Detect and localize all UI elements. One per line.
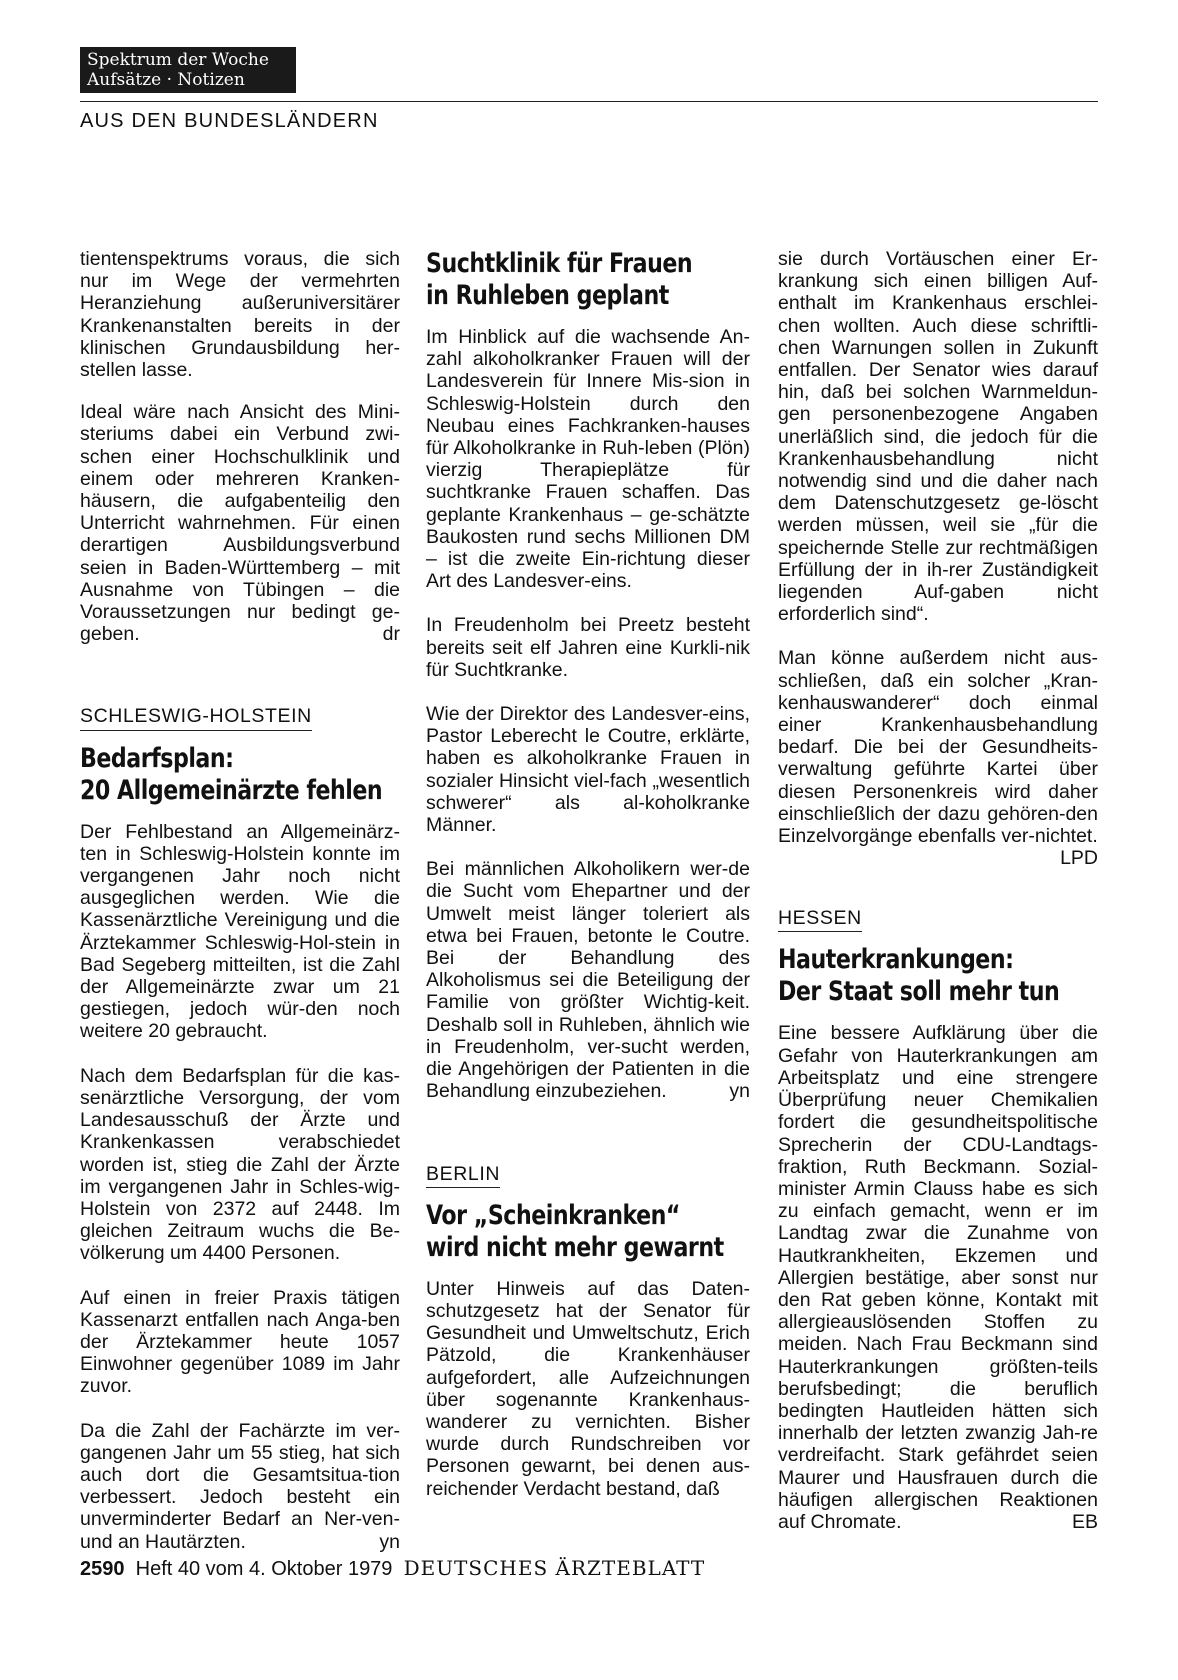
section-badge [80,47,296,93]
paragraph [778,1022,1098,1533]
article-headline [426,1199,724,1264]
article-headline [426,248,692,312]
header-rule [80,101,1098,102]
headline-line: Bedarfsplan: [80,742,234,774]
author-sign: yn [379,1530,400,1553]
paragraph [80,1420,400,1553]
paragraph: Nach dem Bedarfsplan für die kas-senärztliche Versorgung, der vom Landesausschuß der Ärzte und Krankenkassen verabschiedet worden ist, stieg die Zahl der Ärzte im vergangenen Jahr in Schles-wig-Holstein von 2372 auf 2448. Im gleichen Zeitraum wuchs die Be-völkerung um 4400 Personen. [80,1064,400,1265]
paragraph-text: Man könne außerdem nicht aus-schließen, daß ein solcher „Kran-kenhauswanderer“ doch einmal einer Krankenhausbehandlung bedarf. Die bei der Gesundheits-verwaltung geführte Kartei über diesen Personenkreis wird daher einschließlich der dazu gehören-den Einzelvorgänge ebenfalls ver-nichtet. [778,647,1098,848]
author-sign: LPD [1060,847,1098,870]
paragraph [426,858,750,1102]
author-sign: dr [382,623,400,646]
region-label: BERLIN [426,1163,500,1188]
headline-line: Hauterkrankungen: [778,944,1014,976]
paragraph: Unter Hinweis auf das Daten-schutzgesetz hat der Senator für Gesundheit und Umweltschutz, Erich Pätzold, die Krankenhäuser aufgefordert, alle Aufzeichnungen über sogenannte Krankenhaus-wanderer zu vernichten. Bisher wurde durch Rundschreiben vor Personen gewarnt, bei denen aus-reichender Verdacht bestand, daß [426,1277,750,1500]
headline-line: Der Staat soll mehr tun [778,976,1060,1008]
page-number: 2590 [80,1558,125,1580]
paragraph-text: Bei männlichen Alkoholikern wer-de die Sucht vom Ehepartner und der Umwelt meist länger toleriert als etwa bei Frauen, betonte le Coutre. Bei der Behandlung des Alkoholismus sei die Beteiligung der Familie von größter Wichtig-keit. Deshalb soll in Ruhleben, ähnlich wie in Freudenholm, ver-sucht werden, die Angehörigen der Patienten in die Behandlung einzubeziehen. [426,858,750,1103]
column-2 [426,248,750,1500]
paragraph: In Freudenholm bei Preetz besteht bereits seit elf Jahren eine Kurkli-nik für Suchtkranke. [426,614,750,681]
region-label: SCHLESWIG-HOLSTEIN [80,705,312,730]
paragraph: Auf einen in freier Praxis tätigen Kassenarzt entfallen nach Anga-ben der Ärztekammer heute 1057 Einwohner gegenüber 1089 im Jahr zuvor. [80,1286,400,1398]
magazine-name: DEUTSCHES ÄRZTEBLATT [403,1556,706,1580]
badge-line-1: Spektrum der Woche [87,50,269,70]
column-3 [778,248,1098,1533]
headline-line: 20 Allgemeinärzte fehlen [80,774,383,806]
paragraph-text: Da die Zahl der Fachärzte im ver-gangenen Jahr um 55 stieg, hat sich auch dort die Gesamtsitua-tion verbessert. Jedoch besteht ein unverminderter Bedarf an Ner-ven- und an Hautärzten. [80,1419,400,1553]
article-headline [778,944,1060,1008]
paragraph: tientenspektrums voraus, die sich nur im Wege der vermehrten Heranziehung außeruniversitärer Krankenanstalten bereits in der klinischen Grundausbildung her-stellen lasse. [80,248,400,382]
headline-line: Suchtklinik für Frauen [426,248,693,279]
paragraph-text: Ideal wäre nach Ansicht des Mini-steriums dabei ein Verbund zwi-schen einer Hochschulklinik und einem oder mehreren Kranken-häusern, die aufgabenteilig den Unterricht wahrnehmen. Für einen derartigen Ausbildungsverbund seien in Baden-Württemberg – mit Ausnahme von Tübingen – die Voraussetzungen nur bedingt ge-geben. [80,401,400,646]
paragraph [80,401,400,645]
column-1 [80,248,400,1553]
paragraph [778,647,1098,870]
page-footer [80,1556,705,1581]
section-header: AUS DEN BUNDESLÄNDERN [80,110,379,132]
author-sign: EB [1071,1510,1098,1533]
paragraph-text: Eine bessere Aufklärung über die Gefahr von Hauterkrankungen am Arbeitsplatz und eine strengere Überprüfung neuer Chemikalien fordert die gesundheitspolitische Sprecherin der CDU-Landtags-fraktion, Ruth Beckmann. Sozial-minister Armin Clauss habe es sich zu einfach gemacht, wenn er im Landtag zwar die Zunahme von Hautkrankheiten, Ekzemen und Allergien bestätige, aber sonst nur den Rat geben könne, Kontakt mit allergieauslösenden Stoffen zu meiden. Nach Frau Beckmann sind Hauterkrankungen größten-teils berufsbedingt; die beruflich bedingten Hautleiden hätten sich innerhalb der letzten zwanzig Jah-re verdreifacht. Stark gefährdet seien Maurer und Hausfrauen durch die häufigen allergischen Reaktionen auf Chromate. [778,1022,1098,1533]
paragraph: sie durch Vortäuschen einer Er-krankung sich einen billigen Auf-enthalt im Krankenhaus erschlei-chen wollten. Auch diese schriftli-chen Warnungen sollen in Zukunft entfallen. Der Senator wies darauf hin, daß bei solchen Warnmeldun-gen personenbezogene Angaben unerläßlich sind, die jedoch für die Krankenhausbehandlung nicht notwendig sind und die daher nach dem Datenschutzgesetz ge-löscht werden müssen, weil sie „für die speichernde Stelle zur rechtmäßigen Erfüllung der in ih-rer Zuständigkeit liegenden Auf-gaben nicht erforderlich sind“. [778,248,1098,626]
headline-line: Vor „Scheinkranken“ [426,1199,680,1231]
headline-line: in Ruhleben geplant [426,280,669,311]
paragraph: Wie der Direktor des Landesver-eins, Pastor Leberecht le Coutre, erklärte, haben es alkoholkranke Frauen in sozialer Hinsicht viel-fach „wesentlich schwerer“ als al-koholkranke Männer. [426,703,750,837]
author-sign: yn [729,1080,750,1103]
badge-line-2: Aufsätze · Notizen [87,70,245,90]
paragraph: Im Hinblick auf die wachsende An-zahl alkoholkranker Frauen will der Landesverein für Innere Mis-sion in Schleswig-Holstein durch den Neubau eines Fachkranken-hauses für Alkoholkranke in Ruh-leben (Plön) vierzig Therapieplätze für suchtkranke Frauen schaffen. Das geplante Krankenhaus – ge-schätzte Baukosten rund sechs Millionen DM – ist die zweite Ein-richtung dieser Art des Landesver-eins. [426,326,750,593]
paragraph: Der Fehlbestand an Allgemeinärz-ten in Schleswig-Holstein konnte im vergangenen Jahr noch nicht ausgeglichen werden. Wie die Kassenärztliche Vereinigung und die Ärztekammer Schleswig-Hol-stein in Bad Segeberg mitteilten, ist die Zahl der Allgemeinärzte zwar um 21 gestiegen, jedoch wür-den noch weitere 20 gebraucht. [80,820,400,1043]
headline-line: wird nicht mehr gewarnt [426,1231,724,1263]
article-headline [80,742,383,807]
region-label: HESSEN [778,907,862,932]
issue-info: Heft 40 vom 4. Oktober 1979 [135,1558,393,1580]
